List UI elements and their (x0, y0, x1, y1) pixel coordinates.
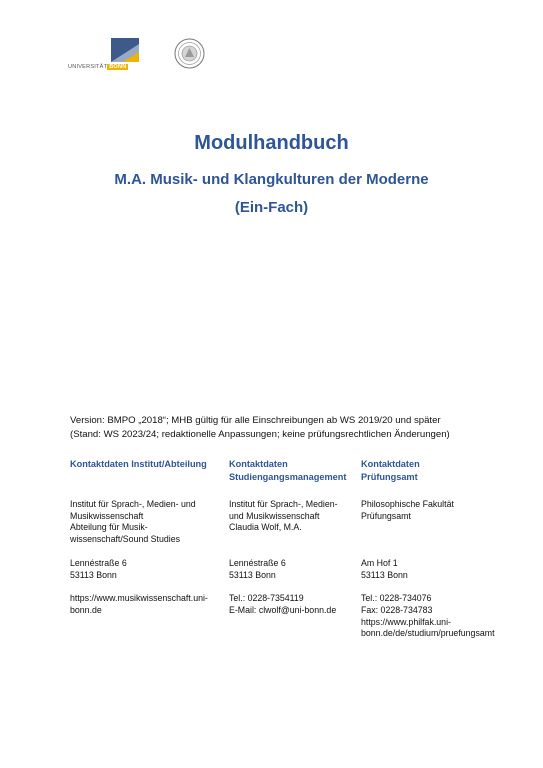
contact-web-link[interactable] (70, 593, 230, 616)
contact-column-institute (70, 458, 230, 617)
contact-line: bonn.de (70, 604, 102, 615)
contact-phone-email (229, 593, 369, 616)
contact-line: Lennéstraße 6 (229, 557, 286, 568)
spacer (70, 546, 230, 558)
contact-line: Claudia Wolf, M.A. (229, 522, 302, 533)
university-logo-mark-icon (111, 38, 139, 62)
contact-heading (361, 458, 531, 499)
contact-address (70, 558, 230, 581)
contact-line: wissenschaft/Sound Studies (70, 534, 181, 545)
version-info (70, 414, 450, 441)
contact-line: und Musikwissenschaft (229, 510, 320, 521)
university-name-left: UNIVERSITÄT (68, 64, 108, 70)
contact-line: Am Hof 1 (361, 557, 398, 568)
contact-email-link[interactable]: E-Mail: clwolf@uni-bonn.de (229, 604, 337, 615)
contact-line: https://www.musikwissenschaft.uni- (70, 593, 208, 604)
contact-line: Institut für Sprach-, Medien- (229, 499, 338, 509)
contact-phone-fax-web (361, 593, 531, 640)
contact-line: Prüfungsamt (361, 510, 411, 521)
contact-line: Lennéstraße 6 (70, 557, 127, 568)
contact-line: Kontaktdaten (229, 459, 288, 469)
contact-web-link[interactable]: https://www.philfak.uni- (361, 616, 451, 627)
contact-line: Tel.: 0228-734076 (361, 593, 432, 604)
contact-line: 53113 Bonn (361, 569, 408, 580)
spacer (361, 522, 531, 557)
contact-line: 53113 Bonn (70, 569, 117, 580)
contact-line: Abteilung für Musik- (70, 522, 148, 533)
program-title: M.A. Musik- und Klangkulturen der Moderne (114, 171, 429, 188)
contact-address (229, 558, 369, 581)
contact-heading (229, 458, 369, 499)
contact-line: Tel.: 0228-7354119 (229, 593, 304, 604)
contact-organization (361, 499, 531, 522)
university-logo-text (68, 64, 128, 70)
contact-line: Kontaktdaten Institut/Abteilung (70, 459, 207, 469)
university-name-right: BONN (109, 64, 127, 70)
version-line-2: (Stand: WS 2023/24; redaktionelle Anpassungen; keine prüfungsrechtlichen Änderungen) (70, 428, 450, 440)
spacer (361, 581, 531, 593)
contact-line: Institut für Sprach-, Medien- und (70, 499, 196, 509)
contact-heading (70, 458, 230, 499)
program-variant: (Ein-Fach) (234, 199, 309, 216)
spacer (229, 581, 369, 593)
contact-address (361, 558, 531, 581)
contact-line: Musikwissenschaft (70, 510, 144, 521)
contact-column-exam-office (361, 458, 531, 640)
contact-organization (229, 499, 369, 534)
version-line-1: Version: BMPO „2018“; MHB gültig für alle Einschreibungen ab WS 2019/20 und später (70, 415, 441, 426)
contact-line: Philosophische Fakultät (361, 499, 454, 509)
spacer (229, 534, 369, 558)
contact-line: Kontaktdaten (361, 459, 420, 469)
contact-line: Prüfungsamt (361, 472, 418, 482)
spacer (70, 581, 230, 593)
contact-web-link-cont[interactable]: bonn.de/de/studium/pruefungsamt (361, 628, 495, 639)
contact-column-program-management (229, 458, 369, 617)
contact-line: 53113 Bonn (229, 569, 276, 580)
contact-line: Fax: 0228-734783 (361, 604, 433, 615)
university-seal-icon (174, 38, 205, 69)
contact-line: Studiengangsmanagement (229, 472, 347, 482)
document-title: Modulhandbuch (194, 132, 349, 154)
contact-organization (70, 499, 230, 546)
